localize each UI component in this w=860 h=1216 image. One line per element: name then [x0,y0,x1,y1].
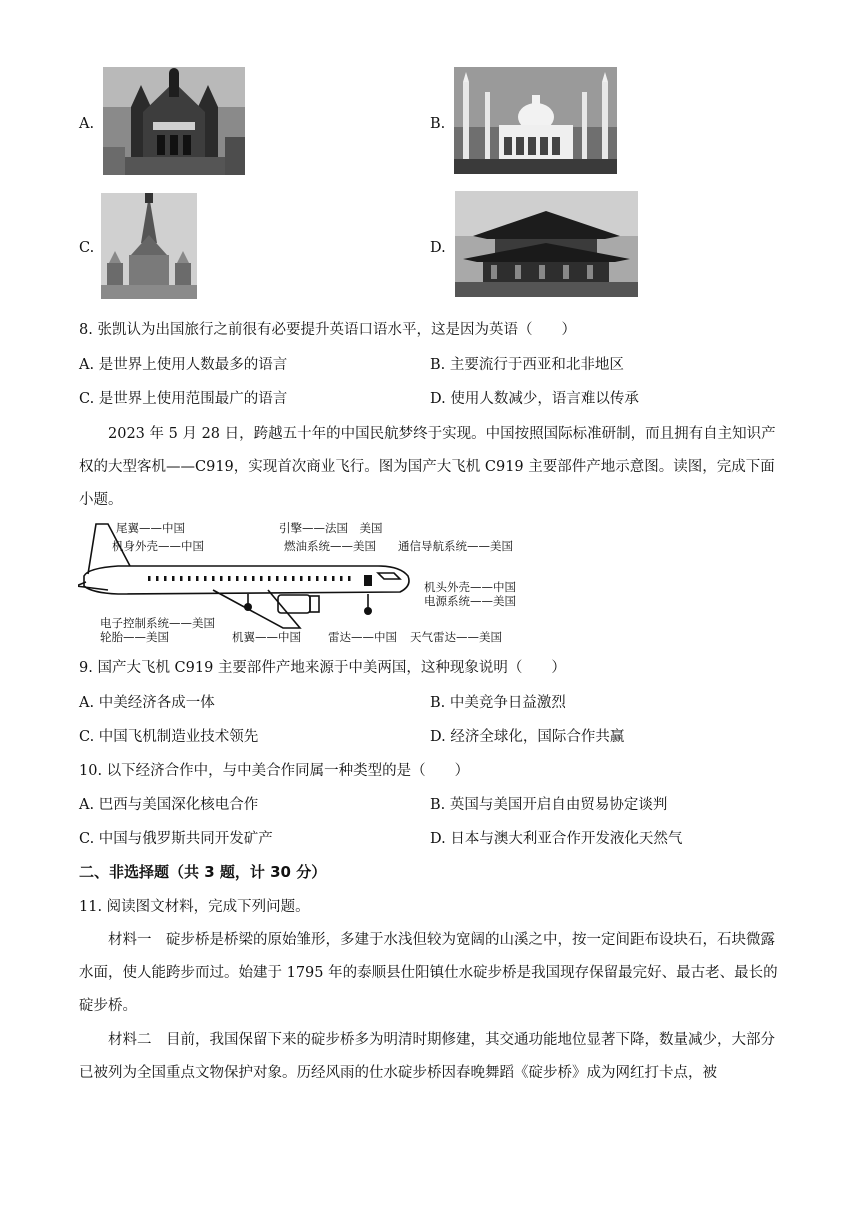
option-b-letter: B. [430,116,446,132]
q11-material-1: 材料一 碇步桥是桥梁的原始雏形，多建于水浅但较为宽阔的山溪之中，按一定间距布设块石，石块微露水面，使人能跨步而过。始建于 1795 年的泰顺县仕阳镇仕水碇步桥是我国现存保留最完好、最古老、最长的碇步桥。 [79,932,778,1014]
q10-option-c: C. 中国与俄罗斯共同开发矿产 [79,831,273,847]
q8-option-d: D. 使用人数减少，语言难以传承 [430,391,639,407]
option-d-letter: D. [430,240,446,256]
q8-option-c: C. 是世界上使用范围最广的语言 [79,391,288,407]
option-c-letter: C. [79,240,95,256]
q9-option-b: B. 中美竞争日益激烈 [430,695,566,711]
label-radar: 雷达——中国 [328,630,397,644]
q9-option-a: A. 中美经济各成一体 [79,695,215,711]
c919-airplane-diagram [78,516,528,646]
label-fuselage: 机身外壳——中国 [112,539,204,553]
q9-option-c: C. 中国飞机制造业技术领先 [79,729,259,745]
label-navigation: 通信导航系统——美国 [398,539,513,553]
q8-option-a: A. 是世界上使用人数最多的语言 [79,357,288,373]
q10-option-b: B. 英国与美国开启自由贸易协定谈判 [430,797,668,813]
label-nose: 机头外壳——中国 [424,580,516,594]
q10-option-d: D. 日本与澳大利亚合作开发液化天然气 [430,831,683,847]
label-tires: 轮胎——美国 [100,630,169,644]
label-power: 电源系统——美国 [424,594,516,608]
label-electronic: 电子控制系统——美国 [100,616,215,630]
q10-stem: 10. 以下经济合作中，与中美合作同属一种类型的是（ ） [79,763,470,779]
q8-option-b: B. 主要流行于西亚和北非地区 [430,357,624,373]
q9-option-d: D. 经济全球化，国际合作共赢 [430,729,625,745]
mosque-photo [454,67,617,174]
label-weather-radar: 天气雷达——美国 [410,630,502,644]
option-a-letter: A. [79,116,95,132]
q11-material-2: 材料二 目前，我国保留下来的碇步桥多为明清时期修建，其交通功能地位显著下降，数量减少，大部分已被列为全国重点文物保护对象。历经风雨的仕水碇步桥因春晚舞蹈《碇步桥》成为网红打卡点，被 [79,1032,775,1081]
q10-option-a: A. 巴西与美国深化核电合作 [79,797,259,813]
q9-stem: 9. 国产大飞机 C919 主要部件产地来源于中美两国，这种现象说明（ ） [79,660,566,676]
european-church-photo [103,67,245,175]
chinese-palace-photo [455,191,638,297]
label-tail: 尾翼——中国 [116,521,185,535]
buddhist-pagoda-photo [101,193,197,299]
section-heading: 二、非选择题（共 3 题，计 30 分） [79,863,327,881]
intro-paragraph: 2023 年 5 月 28 日，跨越五十年的中国民航梦终于实现。中国按照国际标准研制，而且拥有自主知识产权的大型客机——C919，实现首次商业飞行。图为国产大飞机 C919 主要部件产地示意图。读图，完成下面小题。 [79,426,776,508]
label-engine: 引擎——法国 美国 [279,521,383,535]
label-wing: 机翼——中国 [232,630,301,644]
q11-stem: 11. 阅读图文材料，完成下列问题。 [79,899,310,915]
q8-stem: 8. 张凯认为出国旅行之前很有必要提升英语口语水平，这是因为英语（ ） [79,322,576,338]
label-fuel: 燃油系统——美国 [284,539,376,553]
